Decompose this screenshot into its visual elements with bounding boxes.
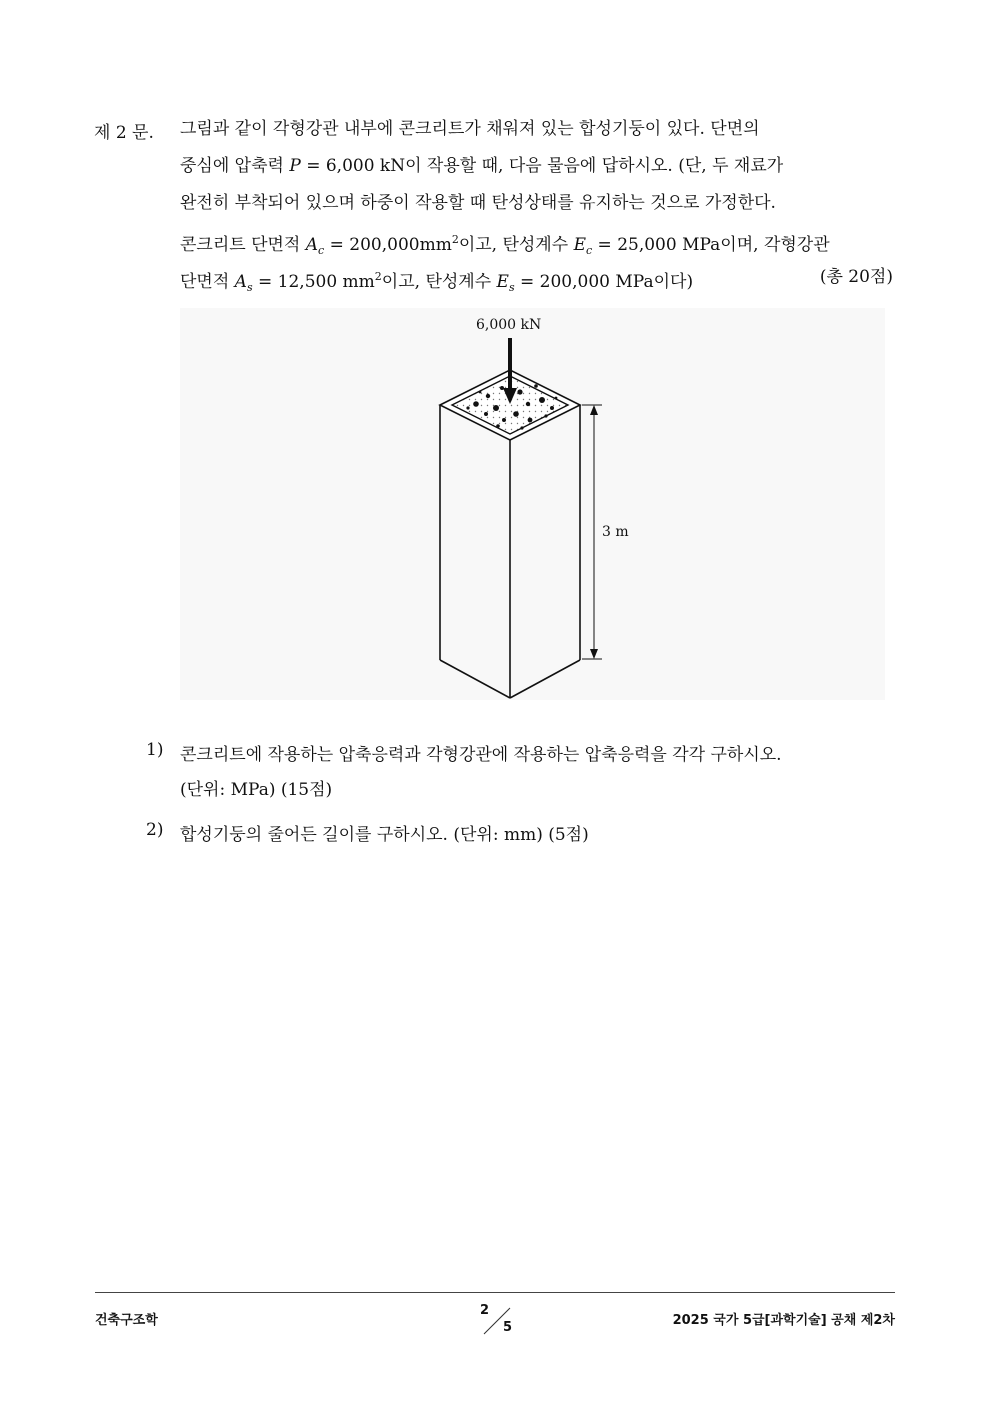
subscript-s: s bbox=[508, 281, 515, 294]
subquestion-1-line-1: 콘크리트에 작용하는 압축응력과 각형강관에 작용하는 압축응력을 각각 구하시오. bbox=[180, 745, 782, 765]
question-line-2 bbox=[180, 155, 783, 177]
question-line-4 bbox=[180, 229, 830, 262]
question-points: (총 20점) bbox=[819, 267, 893, 287]
load-label: 6,000 kN bbox=[476, 317, 542, 333]
question-line-3 bbox=[180, 192, 776, 214]
question-text-4c: 이고, 탄성계수 bbox=[458, 235, 574, 255]
question-text-5b: = 12,500 mm bbox=[252, 272, 375, 292]
question-text-5d: = 200,000 MPa이다) bbox=[514, 272, 694, 292]
footer-subject: 건축구조학 bbox=[95, 1313, 158, 1328]
question-text-4d: = 25,000 MPa이며, 각형강관 bbox=[592, 235, 830, 255]
symbol-E: E bbox=[496, 272, 509, 292]
question-number: 제 2 문. bbox=[94, 123, 154, 143]
question-text-2a: 중심에 압축력 bbox=[180, 156, 290, 176]
subscript-s: s bbox=[246, 281, 253, 294]
symbol-P: P bbox=[289, 156, 301, 176]
subscript-c: c bbox=[585, 244, 593, 257]
footer-exam-title: 2025 국가 5급[과학기술] 공채 제2차 bbox=[672, 1313, 895, 1328]
subquestion-1-line-2: (단위: MPa) (15점) bbox=[180, 780, 333, 800]
symbol-A: A bbox=[305, 235, 319, 255]
superscript-2: 2 bbox=[451, 233, 459, 246]
page-current: 2 bbox=[480, 1303, 490, 1318]
question-text-1: 그림과 같이 각형강관 내부에 콘크리트가 채워져 있는 합성기둥이 있다. 단면의 bbox=[180, 119, 760, 139]
question-text-2b: = 6,000 kN이 작용할 때, 다음 물음에 답하시오. (단, 두 재료가 bbox=[300, 156, 784, 176]
question-line-5 bbox=[180, 266, 895, 299]
subquestion-1-number: 1) bbox=[146, 740, 164, 760]
height-label: 3 m bbox=[602, 524, 629, 540]
question-text-4b: = 200,000mm bbox=[324, 235, 452, 255]
symbol-A: A bbox=[234, 272, 247, 292]
question-text-4a: 콘크리트 단면적 bbox=[180, 235, 306, 255]
page-total: 5 bbox=[503, 1320, 513, 1335]
question-line-1 bbox=[180, 118, 760, 140]
superscript-2: 2 bbox=[374, 270, 382, 283]
composite-column-figure bbox=[180, 308, 885, 700]
column-diagram bbox=[180, 308, 885, 700]
footer-divider bbox=[95, 1292, 895, 1293]
question-text-3: 완전히 부착되어 있으며 하중이 작용할 때 탄성상태를 유지하는 것으로 가정한다. bbox=[180, 193, 776, 213]
symbol-E: E bbox=[573, 235, 586, 255]
question-text-5a: 단면적 bbox=[180, 272, 235, 292]
subscript-c: c bbox=[318, 244, 325, 257]
question-text-5c: 이고, 탄성계수 bbox=[381, 272, 497, 292]
subquestion-2-number: 2) bbox=[146, 820, 164, 840]
subquestion-2-line-1: 합성기둥의 줄어든 길이를 구하시오. (단위: mm) (5점) bbox=[180, 825, 589, 845]
